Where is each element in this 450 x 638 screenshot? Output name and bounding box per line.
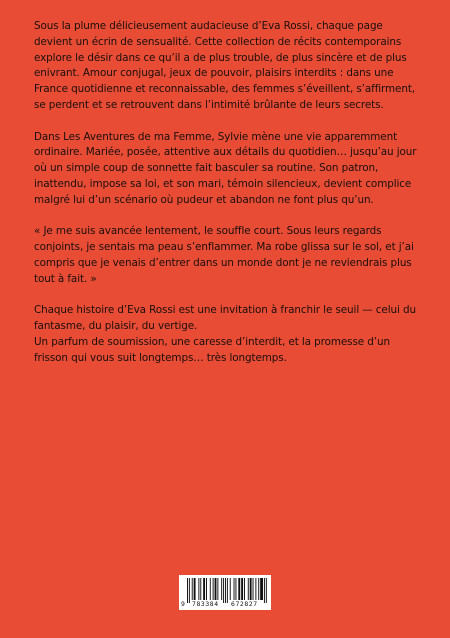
barcode-bar (235, 578, 236, 600)
barcode-bar (200, 578, 201, 600)
barcode-bar (215, 578, 217, 600)
barcode-bar (192, 578, 193, 600)
paragraph-invitation: Chaque histoire d’Eva Rossi est une invitation à franchir le seuil — celui du fantasme, du plaisir, du vertige. (34, 304, 416, 333)
barcode-bar (210, 578, 211, 600)
barcode-bar (255, 578, 256, 600)
barcode-bar (194, 578, 196, 600)
barcode-bar (253, 578, 254, 600)
barcode-left-group: 783384 (192, 600, 219, 608)
barcode-digits (179, 600, 271, 609)
barcode-bar (230, 578, 231, 600)
isbn-barcode (179, 575, 271, 610)
paragraph-intro: Sous la plume délicieusement audacieuse d’Eva Rossi, chaque page devient un écrin de sensualité. Cette collection de récits contemporains explore le désir dans ce qu’il a de plus trouble, de plus sincère et de plus enivrant. Amour conjugal, jeux de pouvoir, plaisirs interdits : dans une France quotidienne et reconnaissable, des femmes s’éveillent, s’affirment, se perdent et se retrouvent dans l’intimité brûlante de leurs secrets. (34, 20, 416, 111)
barcode-bar (248, 578, 249, 600)
barcode-bar (203, 578, 205, 600)
barcode-bar (206, 578, 207, 600)
barcode-bar (250, 578, 252, 600)
barcode-bar (241, 578, 243, 600)
barcode-bar (213, 578, 214, 600)
barcode-bar (217, 578, 218, 600)
barcode-bar (234, 578, 235, 600)
barcode-bar (244, 578, 245, 600)
paragraph-synopsis: Dans Les Aventures de ma Femme, Sylvie mène une vie apparemment ordinaire. Mariée, posée, attentive aux détails du quotidien… jusqu’au jour où un simple coup de sonnette fait basculer sa routine. Son patron, inattendu, impose sa loi, et son mari, témoin silencieux, devient complice malgré lui d’un scénario où pudeur et abandon ne font plus qu’un. (34, 130, 417, 206)
barcode-bar (238, 578, 240, 600)
paragraph-excerpt-quote: « Je me suis avancée lentement, le souffle court. Sous leurs regards conjoints, je sentais ma peau s’enflammer. Ma robe glissa sur le sol, et j’ai compris que je venais d’entrer dans un monde dont je ne reviendrais plus tout à fait. » (34, 225, 414, 285)
barcode-bar (258, 578, 259, 600)
barcode-bar (221, 578, 222, 600)
barcode-first-digit: 9 (181, 600, 185, 608)
blurb-text (34, 19, 424, 367)
paragraph-closing: Un parfum de soumission, une caresse d’interdit, et la promesse d’un frisson qui vous suit longtemps… très longtemps. (34, 335, 390, 364)
barcode-right-group: 672827 (231, 600, 258, 608)
barcode-bar (260, 578, 263, 600)
barcode-bar (198, 578, 199, 600)
